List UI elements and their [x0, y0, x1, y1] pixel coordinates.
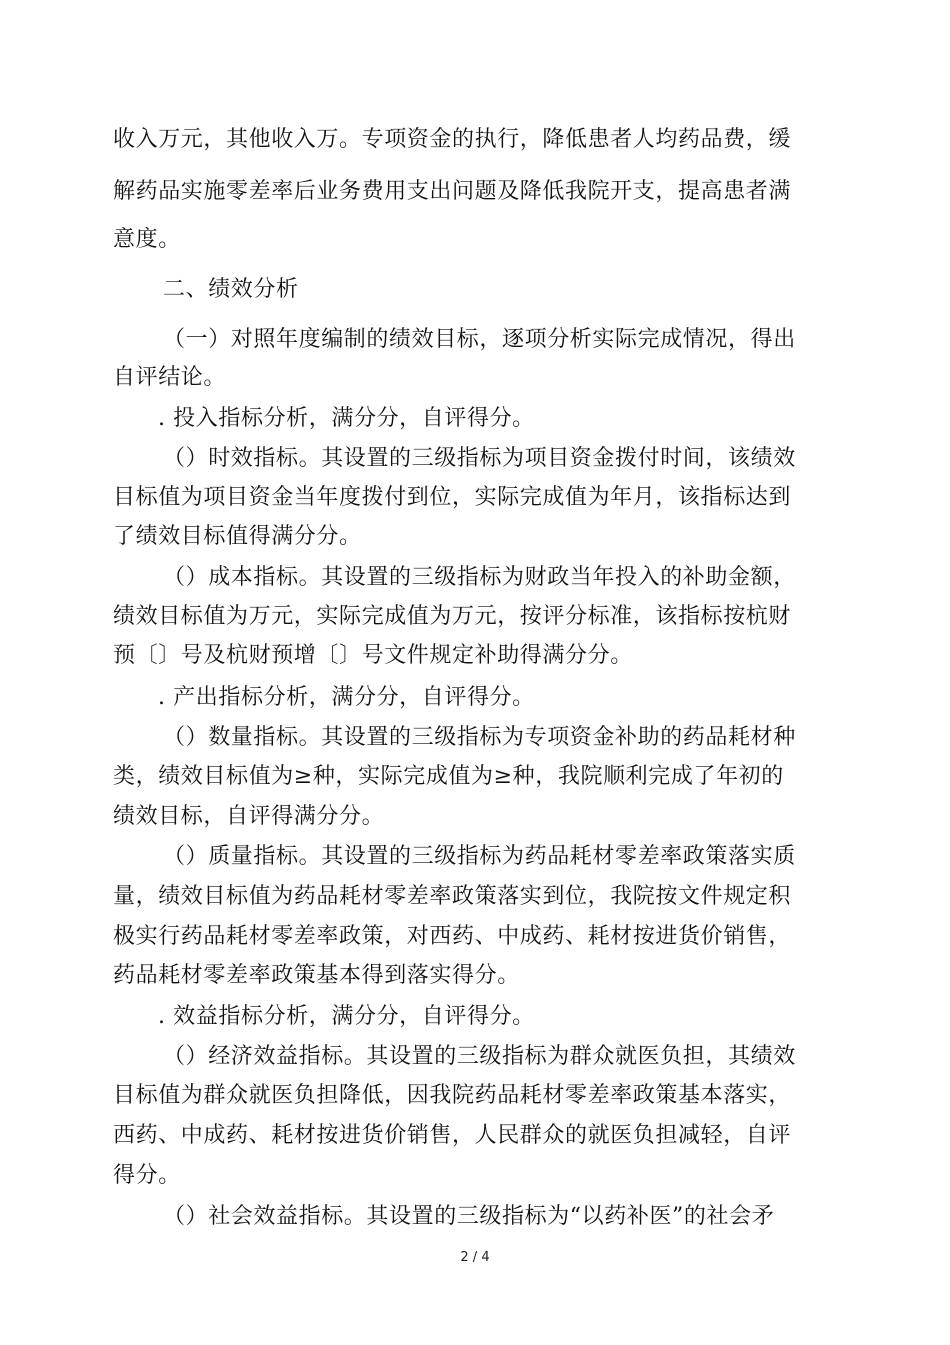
paragraph-line: （一）对照年度编制的绩效目标，逐项分析实际完成情况，得出 — [163, 327, 796, 352]
paragraph-line: 得分。 — [113, 1163, 181, 1188]
paragraph-line: 自评结论。 — [113, 365, 227, 390]
paragraph-line: 绩效目标，自评得满分分。 — [113, 804, 385, 829]
paragraph-line: 了绩效目标值得满分分。 — [113, 524, 362, 549]
paragraph-line: （）质量指标。其设置的三级指标为药品耗材零差率政策落实质 — [163, 844, 796, 869]
paragraph-line: 收入万元，其他收入万。专项资金的执行，降低患者人均药品费，缓 — [113, 127, 792, 152]
section-heading: 二、绩效分析 — [163, 277, 299, 302]
subsection-line: . 投入指标分析，满分分，自评得分。 — [158, 406, 535, 431]
paragraph-line: 预〔〕号及杭财预增〔〕号文件规定补助得满分分。 — [113, 643, 633, 668]
paragraph-line: 解药品实施零差率后业务费用支出问题及降低我院开支，提高患者满 — [113, 179, 792, 204]
paragraph-line: （）成本指标。其设置的三级指标为财政当年投入的补助金额， — [163, 565, 796, 590]
paragraph-line: 绩效目标值为万元，实际完成值为万元，按评分标准，该指标按杭财 — [113, 604, 792, 629]
paragraph-line: 意度。 — [113, 227, 181, 252]
paragraph-line: 目标值为群众就医负担降低，因我院药品耗材零差率政策基本落实， — [113, 1083, 792, 1108]
paragraph-line: （）时效指标。其设置的三级指标为项目资金拨付时间，该绩效 — [163, 446, 796, 471]
paragraph-line: 药品耗材零差率政策基本得到落实得分。 — [113, 963, 520, 988]
paragraph-line: 西药、中成药、耗材按进货价销售，人民群众的就医负担减轻，自评 — [113, 1123, 792, 1148]
paragraph-line: 量，绩效目标值为药品耗材零差率政策落实到位，我院按文件规定积 — [113, 884, 792, 909]
subsection-line: . 产出指标分析，满分分，自评得分。 — [158, 685, 535, 710]
page-number: 2 / 4 — [460, 1250, 490, 1265]
paragraph-line: （）经济效益指标。其设置的三级指标为群众就医负担，其绩效 — [163, 1044, 796, 1069]
paragraph-line: 类，绩效目标值为≥种，实际完成值为≥种，我院顺利完成了年初的 — [113, 764, 784, 789]
paragraph-line: 目标值为项目资金当年度拨付到位，实际完成值为年月，该指标达到 — [113, 485, 792, 510]
subsection-line: . 效益指标分析，满分分，自评得分。 — [158, 1004, 535, 1029]
paragraph-line: （）社会效益指标。其设置的三级指标为“以药补医”的社会矛 — [163, 1204, 775, 1229]
paragraph-line: （）数量指标。其设置的三级指标为专项资金补助的药品耗材种 — [163, 725, 796, 750]
paragraph-line: 极实行药品耗材零差率政策，对西药、中成药、耗材按进货价销售， — [113, 924, 792, 949]
